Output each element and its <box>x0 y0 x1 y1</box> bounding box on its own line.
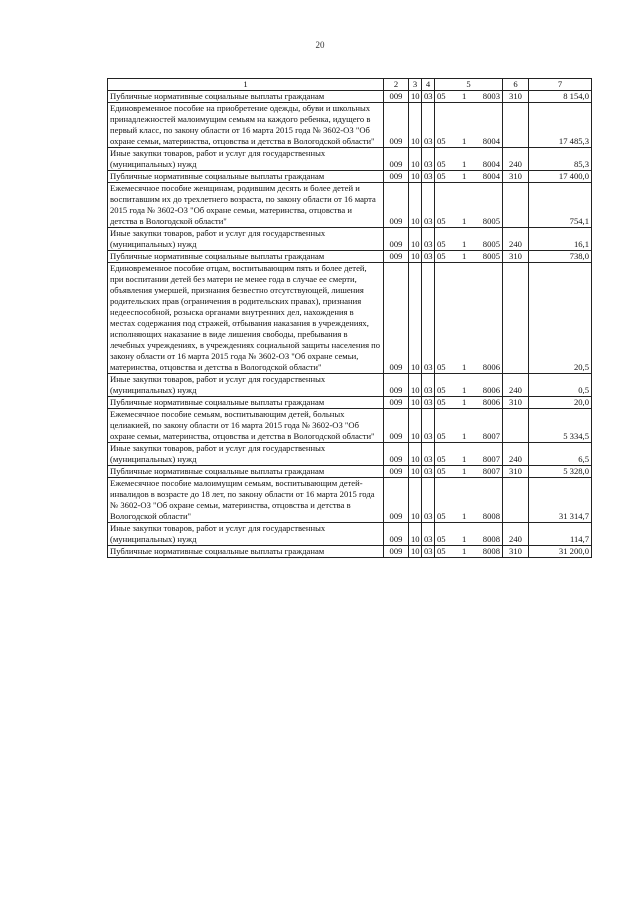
row-name-cell: Иные закупки товаров, работ и услуг для государственных (муниципальных) нужд <box>108 523 384 546</box>
row-amount: 8 154,0 <box>529 91 592 103</box>
row-name-cell: Иные закупки товаров, работ и услуг для государственных (муниципальных) нужд <box>108 148 384 171</box>
header-col-4: 4 <box>422 79 435 91</box>
row-amount: 17 485,3 <box>529 103 592 148</box>
target-article-direction: 8008 <box>482 546 500 556</box>
target-article-direction: 8008 <box>482 534 500 544</box>
target-article-subprogram: 1 <box>462 251 467 261</box>
row-section-code: 10 <box>409 228 422 251</box>
row-admin-code: 009 <box>384 148 409 171</box>
row-admin-code: 009 <box>384 443 409 466</box>
row-target-article-code <box>435 148 503 171</box>
header-col-2: 2 <box>384 79 409 91</box>
row-subsection-code: 03 <box>422 183 435 228</box>
target-article-program: 05 <box>437 159 446 169</box>
row-target-article-code <box>435 91 503 103</box>
target-article-program: 05 <box>437 91 446 101</box>
row-name-cell: Ежемесячное пособие семьям, воспитывающим детей, больных целиакией, по закону области от 16 марта 2015 года № 3602-ОЗ "Об охране семьи, материнства, отцовства и детства в Вологодской области" <box>108 409 384 443</box>
row-amount: 754,1 <box>529 183 592 228</box>
row-admin-code: 009 <box>384 103 409 148</box>
target-article-subprogram: 1 <box>462 397 467 407</box>
row-admin-code: 009 <box>384 546 409 558</box>
target-article-subprogram: 1 <box>462 136 467 146</box>
table-row <box>108 523 592 546</box>
table-row <box>108 409 592 443</box>
row-section-code: 10 <box>409 409 422 443</box>
header-col-3: 3 <box>409 79 422 91</box>
row-name-cell: Единовременное пособие отцам, воспитывающим пять и более детей, при воспитании детей без матери не менее года в случае ее смерти, объявления умершей, признания безвестно отсутствующей, лишения родительских прав (ограничения в родительских правах), признания недееспособной, розыска органами внутренних дел, нахождения в местах содержания под стражей, отбывания наказания в учреждениях, исполняющих наказание в виде лишения свободы, пребывания в лечебных учреждениях, в учреждениях социальной защиты населения по закону области от 16 марта 2015 года № 3602-ОЗ "Об охране семьи, материнства, отцовства и детства в Вологодской области" <box>108 263 384 374</box>
row-name-cell: Публичные нормативные социальные выплаты гражданам <box>108 466 384 478</box>
table-row <box>108 374 592 397</box>
header-col-5: 5 <box>435 79 503 91</box>
target-article-program: 05 <box>437 397 446 407</box>
row-amount: 20,0 <box>529 397 592 409</box>
target-article-direction: 8005 <box>482 216 500 226</box>
row-section-code: 10 <box>409 91 422 103</box>
row-admin-code: 009 <box>384 251 409 263</box>
table-row <box>108 263 592 374</box>
row-expense-type-code <box>503 478 529 523</box>
header-row <box>108 79 592 91</box>
row-subsection-code: 03 <box>422 546 435 558</box>
target-article-program: 05 <box>437 216 446 226</box>
table-row <box>108 171 592 183</box>
target-article-subprogram: 1 <box>462 466 467 476</box>
row-subsection-code: 03 <box>422 397 435 409</box>
target-article-direction: 8007 <box>482 466 500 476</box>
target-article-program: 05 <box>437 511 446 521</box>
row-section-code: 10 <box>409 466 422 478</box>
row-name-cell: Публичные нормативные социальные выплаты гражданам <box>108 91 384 103</box>
row-target-article-code <box>435 478 503 523</box>
row-amount: 5 334,5 <box>529 409 592 443</box>
row-subsection-code: 03 <box>422 523 435 546</box>
row-amount: 20,5 <box>529 263 592 374</box>
row-target-article-code <box>435 443 503 466</box>
target-article-direction: 8004 <box>482 159 500 169</box>
target-article-program: 05 <box>437 454 446 464</box>
row-section-code: 10 <box>409 523 422 546</box>
target-article-direction: 8006 <box>482 397 500 407</box>
row-expense-type-code <box>503 103 529 148</box>
target-article-direction: 8006 <box>482 362 500 372</box>
row-target-article-code <box>435 546 503 558</box>
target-article-program: 05 <box>437 466 446 476</box>
target-article-subprogram: 1 <box>462 239 467 249</box>
row-name-cell: Единовременное пособие на приобретение одежды, обуви и школьных принадлежностей малоимущим семьям на каждого ребенка, идущего в первый класс, по закону области от 16 марта 2015 года № 3602-ОЗ "Об охране семьи, материнства, отцовства и детства в Вологодской области" <box>108 103 384 148</box>
table-row <box>108 103 592 148</box>
row-admin-code: 009 <box>384 263 409 374</box>
row-subsection-code: 03 <box>422 409 435 443</box>
row-section-code: 10 <box>409 171 422 183</box>
row-amount: 738,0 <box>529 251 592 263</box>
row-subsection-code: 03 <box>422 374 435 397</box>
row-target-article-code <box>435 466 503 478</box>
target-article-subprogram: 1 <box>462 385 467 395</box>
row-amount: 31 200,0 <box>529 546 592 558</box>
target-article-program: 05 <box>437 534 446 544</box>
row-expense-type-code <box>503 409 529 443</box>
header-col-1: 1 <box>108 79 384 91</box>
row-expense-type-code: 310 <box>503 466 529 478</box>
row-target-article-code <box>435 263 503 374</box>
row-subsection-code: 03 <box>422 466 435 478</box>
row-subsection-code: 03 <box>422 443 435 466</box>
row-section-code: 10 <box>409 443 422 466</box>
row-name-cell: Иные закупки товаров, работ и услуг для государственных (муниципальных) нужд <box>108 374 384 397</box>
row-section-code: 10 <box>409 397 422 409</box>
row-name-cell: Иные закупки товаров, работ и услуг для государственных (муниципальных) нужд <box>108 443 384 466</box>
row-name-cell: Ежемесячное пособие женщинам, родившим десять и более детей и воспитавшим их до трехлетнего возраста, по закону области от 16 марта 2015 года № 3602-ОЗ "Об охране семьи, материнства, отцовства и детства в Вологодской области" <box>108 183 384 228</box>
target-article-program: 05 <box>437 431 446 441</box>
row-admin-code: 009 <box>384 183 409 228</box>
row-expense-type-code: 240 <box>503 148 529 171</box>
target-article-program: 05 <box>437 362 446 372</box>
row-subsection-code: 03 <box>422 103 435 148</box>
table-row <box>108 148 592 171</box>
row-amount: 5 328,0 <box>529 466 592 478</box>
table-row <box>108 443 592 466</box>
target-article-program: 05 <box>437 171 446 181</box>
table-row <box>108 546 592 558</box>
row-target-article-code <box>435 374 503 397</box>
row-admin-code: 009 <box>384 171 409 183</box>
budget-table <box>107 78 592 558</box>
row-name-cell: Публичные нормативные социальные выплаты гражданам <box>108 397 384 409</box>
table-row <box>108 466 592 478</box>
row-section-code: 10 <box>409 251 422 263</box>
row-expense-type-code: 310 <box>503 251 529 263</box>
target-article-subprogram: 1 <box>462 171 467 181</box>
target-article-direction: 8004 <box>482 171 500 181</box>
row-expense-type-code: 310 <box>503 546 529 558</box>
row-subsection-code: 03 <box>422 251 435 263</box>
target-article-subprogram: 1 <box>462 511 467 521</box>
row-amount: 0,5 <box>529 374 592 397</box>
row-section-code: 10 <box>409 103 422 148</box>
row-expense-type-code: 310 <box>503 91 529 103</box>
target-article-program: 05 <box>437 385 446 395</box>
row-expense-type-code <box>503 183 529 228</box>
row-subsection-code: 03 <box>422 171 435 183</box>
row-name-cell: Публичные нормативные социальные выплаты гражданам <box>108 546 384 558</box>
target-article-direction: 8004 <box>482 136 500 146</box>
row-admin-code: 009 <box>384 91 409 103</box>
row-amount: 17 400,0 <box>529 171 592 183</box>
row-target-article-code <box>435 409 503 443</box>
table-row <box>108 251 592 263</box>
row-subsection-code: 03 <box>422 263 435 374</box>
target-article-program: 05 <box>437 546 446 556</box>
row-target-article-code <box>435 171 503 183</box>
row-subsection-code: 03 <box>422 91 435 103</box>
row-target-article-code <box>435 183 503 228</box>
row-name-cell: Ежемесячное пособие малоимущим семьям, воспитывающим детей-инвалидов в возрасте до 18 лет, по закону области от 16 марта 2015 года № 3602-ОЗ "Об охране семьи, материнства, отцовства и детства в Вологодской области" <box>108 478 384 523</box>
target-article-direction: 8005 <box>482 239 500 249</box>
row-expense-type-code: 240 <box>503 523 529 546</box>
row-amount: 31 314,7 <box>529 478 592 523</box>
target-article-subprogram: 1 <box>462 431 467 441</box>
target-article-subprogram: 1 <box>462 546 467 556</box>
row-section-code: 10 <box>409 546 422 558</box>
table-body <box>108 91 592 558</box>
row-name-cell: Публичные нормативные социальные выплаты гражданам <box>108 251 384 263</box>
target-article-direction: 8006 <box>482 385 500 395</box>
row-name-cell: Публичные нормативные социальные выплаты гражданам <box>108 171 384 183</box>
target-article-direction: 8007 <box>482 431 500 441</box>
table-row <box>108 91 592 103</box>
table-row <box>108 397 592 409</box>
target-article-subprogram: 1 <box>462 91 467 101</box>
row-expense-type-code: 240 <box>503 374 529 397</box>
table-row <box>108 228 592 251</box>
row-admin-code: 009 <box>384 397 409 409</box>
row-expense-type-code: 310 <box>503 171 529 183</box>
target-article-subprogram: 1 <box>462 216 467 226</box>
target-article-program: 05 <box>437 136 446 146</box>
target-article-direction: 8008 <box>482 511 500 521</box>
row-expense-type-code: 240 <box>503 228 529 251</box>
page-number: 20 <box>315 40 325 50</box>
target-article-direction: 8003 <box>482 91 500 101</box>
header-col-7: 7 <box>529 79 592 91</box>
row-section-code: 10 <box>409 183 422 228</box>
row-amount: 85,3 <box>529 148 592 171</box>
row-section-code: 10 <box>409 374 422 397</box>
row-subsection-code: 03 <box>422 478 435 523</box>
target-article-program: 05 <box>437 251 446 261</box>
row-admin-code: 009 <box>384 374 409 397</box>
row-admin-code: 009 <box>384 466 409 478</box>
row-amount: 6,5 <box>529 443 592 466</box>
row-expense-type-code: 310 <box>503 397 529 409</box>
row-admin-code: 009 <box>384 409 409 443</box>
row-admin-code: 009 <box>384 478 409 523</box>
row-target-article-code <box>435 251 503 263</box>
row-subsection-code: 03 <box>422 228 435 251</box>
row-target-article-code <box>435 103 503 148</box>
table-row <box>108 183 592 228</box>
target-article-direction: 8005 <box>482 251 500 261</box>
target-article-program: 05 <box>437 239 446 249</box>
row-admin-code: 009 <box>384 228 409 251</box>
target-article-direction: 8007 <box>482 454 500 464</box>
row-expense-type-code <box>503 263 529 374</box>
row-subsection-code: 03 <box>422 148 435 171</box>
target-article-subprogram: 1 <box>462 534 467 544</box>
row-name-cell: Иные закупки товаров, работ и услуг для государственных (муниципальных) нужд <box>108 228 384 251</box>
table-row <box>108 478 592 523</box>
target-article-subprogram: 1 <box>462 159 467 169</box>
row-amount: 16,1 <box>529 228 592 251</box>
row-section-code: 10 <box>409 478 422 523</box>
row-target-article-code <box>435 228 503 251</box>
header-col-6: 6 <box>503 79 529 91</box>
target-article-subprogram: 1 <box>462 362 467 372</box>
row-section-code: 10 <box>409 148 422 171</box>
row-target-article-code <box>435 523 503 546</box>
row-expense-type-code: 240 <box>503 443 529 466</box>
row-admin-code: 009 <box>384 523 409 546</box>
row-amount: 114,7 <box>529 523 592 546</box>
row-section-code: 10 <box>409 263 422 374</box>
target-article-subprogram: 1 <box>462 454 467 464</box>
row-target-article-code <box>435 397 503 409</box>
